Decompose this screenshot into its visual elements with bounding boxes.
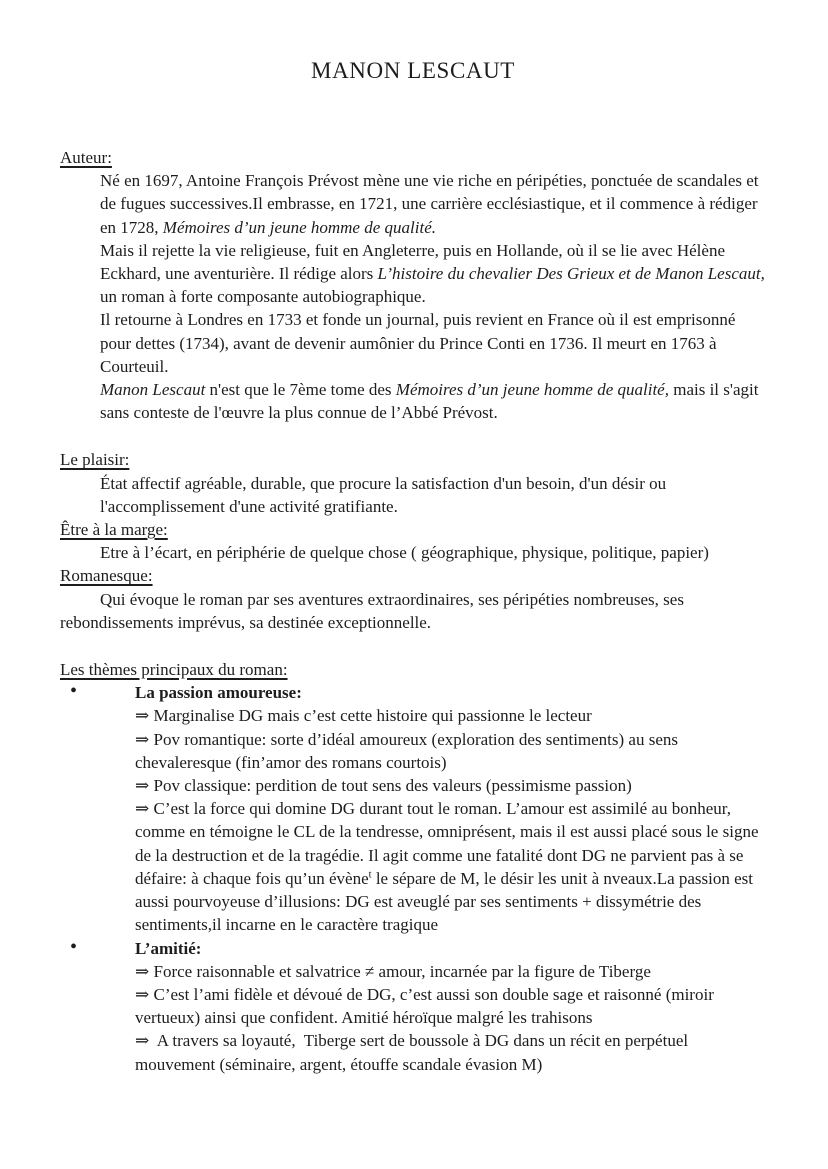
theme-item-content: [135, 681, 766, 936]
text-segment: t: [368, 869, 372, 881]
document-title: MANON LESCAUT: [311, 58, 515, 83]
text-segment: L’histoire du chevalier Des Grieux et de Manon Lescaut,: [377, 264, 765, 284]
theme-point: [135, 728, 766, 774]
theme-item-content: [135, 937, 766, 1076]
auteur-paragraph: [100, 239, 770, 309]
text-segment: Né en 1697, Antoine François Prévost mène une vie riche en péripéties, ponctuée de scandales et de fugues successives.Il embrasse, en 1721, une carrière ecclésiastique, et il commence à rédiger en 1728,: [100, 171, 763, 237]
text-segment: le sépare de M, le désir les unit à nveaux.La passion est aussi pourvoyeuse d’illusions: DG est aveuglé par ses sentiments + dissymétrie des sentiments,il incarne en le caractère tragique: [135, 868, 758, 935]
theme-point: [135, 983, 766, 1029]
text-segment: ⇒ C’est la force qui domine DG durant tout le roman. L’amour est assimilé au bonheur, comme en témoigne le CL de la tendresse, omniprésent, mais il est aussi placé sous le signe de la destruction et de la tragédie. Il agit comme une fatalité dont DG ne parvient pas à se défaire: à chaque fois qu’un évène: [135, 799, 763, 888]
auteur-paragraph: [100, 378, 766, 424]
section-heading-marge: Être à la marge:: [60, 520, 168, 540]
text-segment: ⇒ Pov classique: perdition de tout sens des valeurs (pessimisme passion): [135, 776, 632, 796]
section-heading-auteur: Auteur:: [60, 148, 112, 167]
auteur-paragraph: [100, 308, 766, 378]
theme-title-passion: La passion amoureuse:: [135, 683, 302, 703]
text-segment: ⇒ Marginalise DG mais c’est cette histoire qui passionne le lecteur: [135, 706, 592, 726]
marge-definition: Etre à l’écart, en périphérie de quelque chose ( géographique, physique, politique, papier): [100, 543, 709, 563]
theme-point: [135, 960, 766, 983]
plaisir-definition: État affectif agréable, durable, que procure la satisfaction d'un besoin, d'un désir ou l'accomplissement d'une activité gratifiante.: [100, 473, 671, 516]
auteur-paragraph: [100, 169, 766, 239]
text-segment: Mémoires d’un jeune homme de qualité.: [162, 217, 436, 237]
text-segment: ⇒ Pov romantique: sorte d’idéal amoureux (exploration des sentiments) au sens chevaleresque (fin’amor des romans courtois): [135, 729, 683, 772]
text-segment: ⇒ C’est l’ami fidèle et dévoué de DG, c’est aussi son double sage et raisonné (miroir vertueux) ainsi que confident. Amitié héroïque malgré les trahisons: [135, 984, 719, 1028]
theme-title-amitie: L’amitié:: [135, 938, 202, 958]
theme-point: [135, 1029, 766, 1075]
text-segment: Mais il rejette la vie religieuse, fuit en Angleterre, puis en Hollande, où il se lie avec Hélène Eckhard, une aventurière. Il rédige alors: [100, 240, 730, 284]
text-segment: n'est que le 7ème tome des: [205, 380, 396, 400]
section-heading-themes: Les thèmes principaux du roman:: [60, 660, 288, 680]
bullet-icon: •: [70, 935, 78, 958]
theme-point: [135, 797, 766, 936]
theme-item-amitie: [60, 937, 766, 1076]
theme-point: [135, 704, 766, 727]
theme-item-passion: [60, 681, 766, 936]
section-heading-plaisir: Le plaisir:: [60, 450, 130, 470]
bullet-icon: •: [70, 680, 78, 703]
text-segment: mais il s'agit sans conteste de l'œuvre la plus connue de l’Abbé Prévost.: [100, 380, 763, 423]
text-segment: Il retourne à Londres en 1733 et fonde un journal, puis revient en France où il est emprisonné pour dettes (1734), avant de devenir aumônier du Prince Conti en 1736. Il meurt en 1763 à Courteuil.: [100, 310, 740, 376]
text-segment: ⇒ Force raisonnable et salvatrice ≠ amour, incarnée par la figure de Tiberge: [135, 961, 651, 981]
text-segment: ⇒ A travers sa loyauté, Tiberge sert de boussole à DG dans un récit en perpétuel mouvement (séminaire, argent, étouffe scandale évasion M): [135, 1031, 693, 1074]
text-segment: Mémoires d’un jeune homme de qualité,: [395, 380, 669, 400]
romanesque-definition: Qui évoque le roman par ses aventures extraordinaires, ses péripéties nombreuses, ses rebondissements imprévus, sa destinée exceptionnelle.: [60, 589, 689, 632]
section-heading-romanesque: Romanesque:: [60, 566, 153, 586]
theme-point: [135, 774, 766, 797]
text-segment: un roman à forte composante autobiographique.: [100, 264, 770, 307]
text-segment: Manon Lescaut: [100, 380, 206, 400]
